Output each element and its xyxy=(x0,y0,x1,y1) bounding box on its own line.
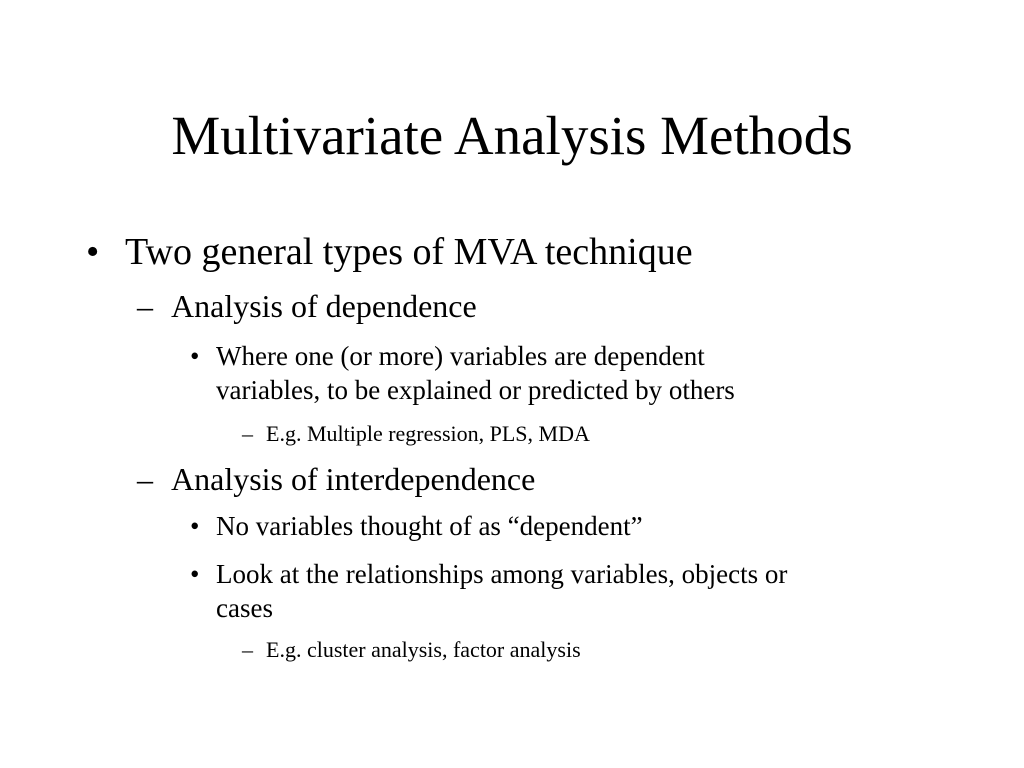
slide-title: Multivariate Analysis Methods xyxy=(171,105,853,166)
dash-icon: – xyxy=(137,288,153,324)
dependence-examples: E.g. Multiple regression, PLS, MDA xyxy=(266,421,590,446)
interdependence-examples: E.g. cluster analysis, factor analysis xyxy=(266,637,581,662)
subbullet-interdependence: Analysis of interdependence xyxy=(171,461,536,497)
bullet-icon: • xyxy=(190,341,200,371)
dependence-description-line1: Where one (or more) variables are dependent xyxy=(216,341,705,371)
interdependence-description-2-line2: cases xyxy=(216,593,273,623)
subbullet-dependence: Analysis of dependence xyxy=(171,288,477,324)
dash-icon: – xyxy=(242,421,253,446)
dash-icon: – xyxy=(137,461,153,497)
bullet-icon: • xyxy=(86,231,100,273)
bullet-icon: • xyxy=(190,511,200,541)
bullet-icon: • xyxy=(190,559,200,589)
bullet-mva-types: Two general types of MVA technique xyxy=(125,231,693,273)
interdependence-description-1: No variables thought of as “dependent” xyxy=(216,511,643,541)
dependence-description-line2: variables, to be explained or predicted by others xyxy=(216,375,735,405)
dash-icon: – xyxy=(242,637,253,662)
interdependence-description-2-line1: Look at the relationships among variables, objects or xyxy=(216,559,788,589)
